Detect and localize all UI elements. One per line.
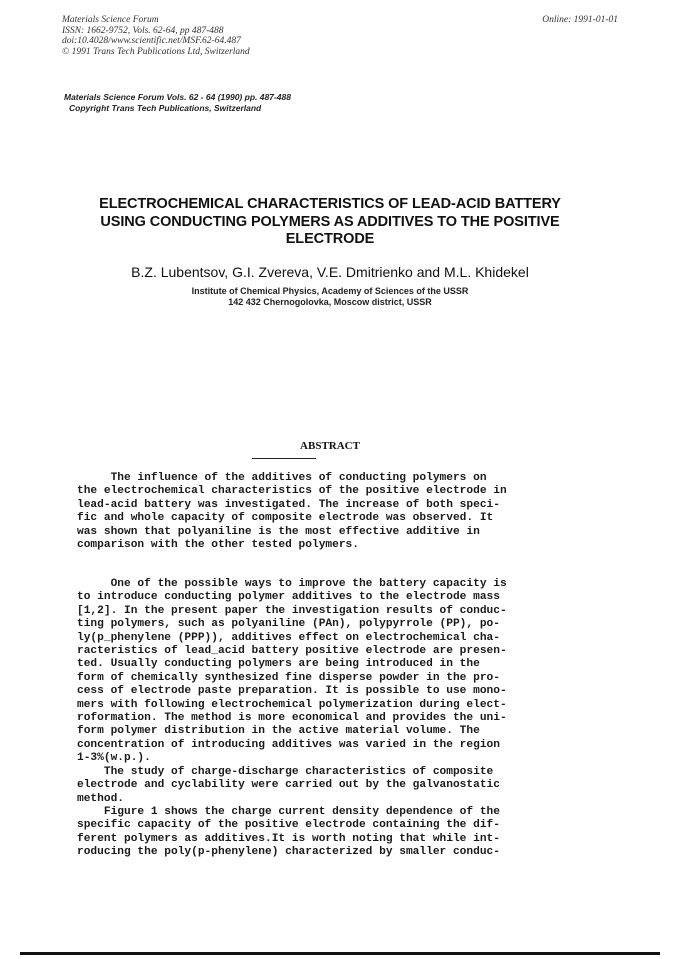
page-bottom-rule: [20, 952, 660, 955]
publication-metadata: [62, 15, 422, 57]
affiliation-line: Institute of Chemical Physics, Academy of Sciences of the USSR: [191, 286, 469, 296]
text-line: ferent polymers as additives.It is worth noting that while int-: [77, 832, 500, 845]
text-line: concentration of introducing additives was varied in the region: [77, 738, 500, 751]
text-line: [1,2]. In the present paper the investigation results of conduc-: [77, 604, 507, 617]
text-line: the electrochemical characteristics of the positive electrode in: [77, 485, 507, 498]
text-line: fic and whole capacity of composite electrode was observed. It: [77, 512, 494, 525]
title-line: ELECTRODE: [285, 231, 375, 247]
meta-line: Materials Science Forum: [62, 15, 159, 25]
text-line: ly(p_phenylene (PPP)), additives effect on electrochemical cha-: [77, 631, 500, 644]
body-text: [77, 578, 507, 860]
title-line: ELECTROCHEMICAL CHARACTERISTICS OF LEAD-ACID BATTERY: [99, 196, 561, 212]
abstract-text: [77, 472, 507, 552]
text-line: lead-acid battery was investigated. The increase of both speci-: [77, 498, 500, 511]
text-line: ted. Usually conducting polymers are being introduced in the: [77, 658, 480, 671]
text-line: to introduce conducting polymer additives to the electrode mass: [77, 591, 500, 604]
text-line: cess of electrode paste preparation. It is possible to use mono-: [77, 685, 507, 698]
text-line: specific capacity of the positive electrode containing the dif-: [77, 819, 500, 832]
journal-volume: Materials Science Forum Vols. 62 - 64 (1990) pp. 487-488: [64, 92, 291, 102]
online-date: Online: 1991-01-01: [542, 15, 618, 25]
text-line: method.: [77, 792, 124, 805]
journal-copyright: Copyright Trans Tech Publications, Switzerland: [69, 103, 262, 113]
abstract-underline: [252, 458, 316, 459]
meta-line: doi:10.4028/www.scientific.net/MSF.62-64.487: [62, 36, 241, 46]
text-line: roducing the poly(p-phenylene) characterized by smaller conduc-: [77, 846, 500, 859]
meta-line: ISSN: 1662-9752, Vols. 62-64, pp 487-488: [62, 25, 224, 36]
text-line: The influence of the additives of conducting polymers on: [77, 472, 487, 484]
text-line: racteristics of lead_acid battery positive electrode are presen-: [77, 645, 507, 658]
paper-title: [60, 196, 600, 249]
text-line: One of the possible ways to improve the battery capacity is: [77, 578, 507, 590]
text-line: form polymer distribution in the active material volume. The: [77, 725, 480, 738]
journal-citation: [64, 92, 291, 114]
text-line: electrode and cyclability were carried out by the galvanostatic: [77, 779, 500, 792]
text-line: comparison with the other tested polymers.: [77, 539, 359, 552]
text-line: form of chemically synthesized fine disperse powder in the pro-: [77, 671, 500, 684]
text-line: ting polymers, such as polyaniline (PAn), polypyrrole (PP), po-: [77, 618, 500, 631]
title-line: USING CONDUCTING POLYMERS AS ADDITIVES TO THE POSITIVE: [100, 213, 560, 230]
text-line: mers with following electrochemical polymerization during elect-: [77, 698, 507, 711]
affiliation-line: 142 432 Chernogolovka, Moscow district, USSR: [228, 297, 432, 307]
text-line: The study of charge-discharge characteristics of composite: [77, 765, 494, 778]
text-line: was shown that polyaniline is the most effective additive in: [77, 525, 480, 538]
text-line: 1-3%(w.p.).: [77, 752, 151, 765]
text-line: roformation. The method is more economical and provides the uni-: [77, 712, 507, 725]
abstract-heading: ABSTRACT: [300, 440, 360, 452]
affiliation: [60, 286, 600, 308]
text-line: Figure 1 shows the charge current density dependence of the: [77, 805, 500, 818]
meta-line: © 1991 Trans Tech Publications Ltd, Switzerland: [62, 46, 250, 57]
author-list: B.Z. Lubentsov, G.I. Zvereva, V.E. Dmitrienko and M.L. Khidekel: [131, 264, 529, 280]
